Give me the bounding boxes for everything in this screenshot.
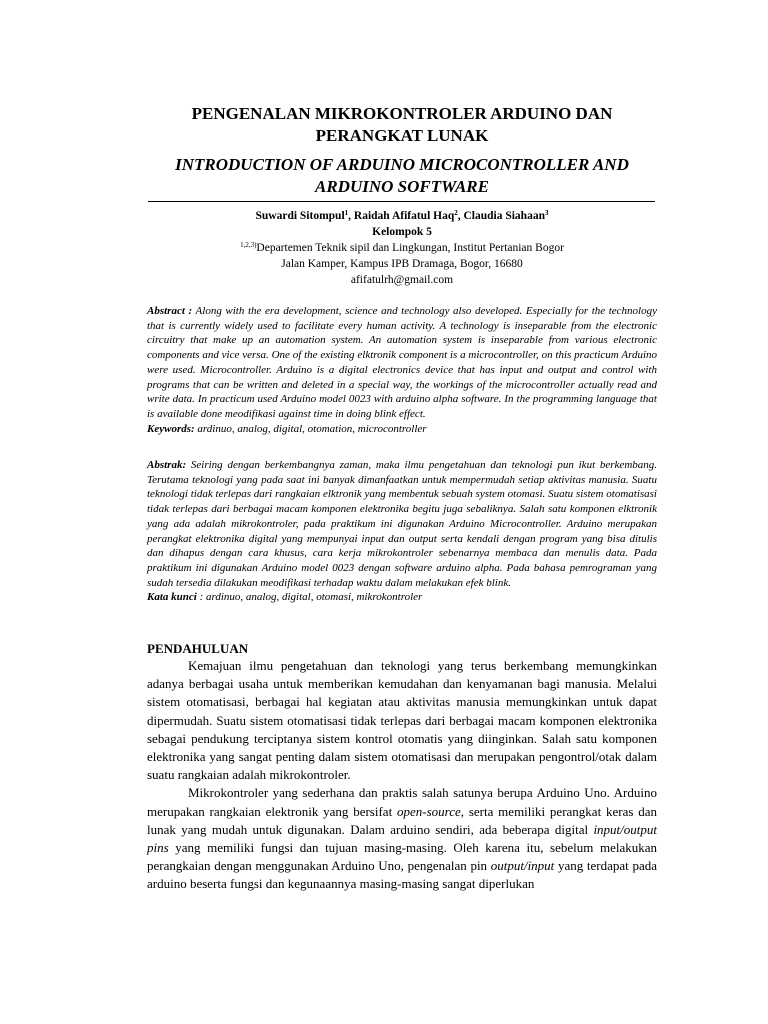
kata-kunci-text: : ardinuo, analog, digital, otomasi, mikrokontroler (199, 591, 423, 604)
group-name: Kelompok 5 (372, 226, 432, 238)
term-io-pins: input/output pins (147, 821, 657, 856)
kata-kunci-label: Kata kunci (147, 591, 197, 604)
affiliation (147, 240, 657, 256)
paper-subtitle: INTRODUCTION OF ARDUINO MICROCONTROLLER AND ARDUINO SOFTWARE (175, 155, 629, 196)
section-heading-pendahuluan: PENDAHULUAN (147, 641, 249, 656)
abstract-label: Abstract : (147, 305, 193, 317)
author-2-sup: 2 (454, 209, 458, 217)
paragraph-2-text-2: , serta memiliki perangkat keras dan lunak yang mudah untuk digunakan. Dalam arduino sendiri, ada beberapa digital (147, 803, 657, 837)
affiliation-text: Departemen Teknik sipil dan Lingkungan, Institut Pertanian Bogor (256, 242, 564, 254)
abstrak-text: Seiring dengan berkembangnya zaman, maka ilmu pengetahuan dan teknologi pun ikut berkembang. Terutama teknologi yang pada saat ini banyak dimanfaatkan untuk mempermudah setiap aktivitas manusia. Suatu teknologi tidak terlepas dari rangkaian elktronik yang membentuk sebuah system otomasi. Suatu sistem otomatisasi tidak terlepas dari berbagai macam komponen elektronika begitu juga sebaliknya. Salah satu komponen elktronik yang ada adalah mikrokontroler, pada praktikum ini digunakan Arduino Microcontroller. Arduino merupakan perangkat elektronika digital yang mempunyai input dan output serta kendali dengan program yang bisa ditulis dan dihapus dengan cara khusus, cara kerja mikrokontroler sebenarnya membaca dan menulis data. Pada praktikum ini digunakan Arduino model 0023 dengan software arduino alpha. Pada bahasa pemrograman yang sudah tersedia dilakukan meodifikasi terhadap waktu dalam melakukan efek blink. (147, 459, 658, 589)
abstract-english (147, 304, 657, 436)
paper-title: PENGENALAN MIKROKONTROLER ARDUINO DAN PERANGKAT LUNAK (191, 104, 613, 145)
affiliation-sup: 1,2,3) (240, 241, 257, 249)
title-divider (148, 201, 655, 202)
abstract-indonesian (147, 458, 657, 605)
paragraph-2-text-3: yang memiliki fungsi dan tujuan masing-masing. Oleh karena itu, sebelum melakukan perangkaian dengan menggunakan Arduino Uno, pengenalan pin (147, 840, 657, 874)
body-text (147, 657, 657, 894)
abstract-text: Along with the era development, science and technology also developed. Especially for the technology that is currently widely used to facilitate every human activity. A technology is inseparable from the electronic circuitry that make up an automation system. An automation system is inseparable from various electronic components and vice versa. One of the existing elktronik component is a microcontroller, on this practicum Arduino were used. Microcontroller. Arduino is a digital electronics device that has input and output and control with programs that can be written and deleted in a special way, the workings of the microcontroller actually read and write data. In practicum used Arduino model 0023 with arduino alpha software. In the programming language that is available done meodifikasi against time in doing blink effect. (147, 305, 657, 420)
author-1-sup: 1 (344, 209, 349, 217)
author-3-sup: 3 (544, 209, 549, 217)
abstrak-label: Abstrak: (147, 459, 187, 471)
email: afifatulrh@gmail.com (350, 274, 454, 286)
term-output-input: output/input (490, 858, 555, 874)
term-open-source: open-source (397, 803, 461, 819)
address: Jalan Kamper, Kampus IPB Dramaga, Bogor, 16680 (281, 258, 523, 270)
keywords-text: ardinuo, analog, digital, otomation, microcontroller (197, 422, 427, 435)
author-2: , Raidah Afifatul Haq (348, 210, 455, 222)
author-1: Suwardi Sitompul (255, 210, 345, 222)
author-block (147, 208, 657, 288)
author-3: , Claudia Siahaan (457, 210, 545, 222)
paragraph-2-text-1: Mikrokontroler yang sederhana dan praktis salah satunya berupa Arduino Uno. Arduino merupakan rangkaian elektronik yang bersifat (147, 785, 657, 819)
paragraph-2 (147, 784, 657, 893)
paragraph-1: Kemajuan ilmu pengetahuan dan teknologi yang terus berkembang memungkinkan adanya berbagai usaha untuk memberikan kemudahan dan kenyamanan bagi manusia. Melalui sistem otomatisasi, berbagai hal kegiatan atau aktivitas manusia memungkinkan untuk dapat dipermudah. Suatu sistem otomatisasi tidak terlepas dari berbagai macam komponen elektronika sebagai pendukung terciptanya sistem kontrol otomatis yang diinginkan. Salah satu komponen elektronika yang sangat penting dalam sistem otomatisasi dan merupakan pengontrol/otak dalam suatu rangkaian adalah mikrokontroler. (147, 658, 657, 783)
keywords-label: Keywords: (147, 422, 195, 435)
paragraph-2-text-4: yang terdapat pada arduino beserta fungsi dan kegunaannya masing-masing sangat diperlukan (147, 858, 657, 892)
author-names (147, 208, 657, 224)
